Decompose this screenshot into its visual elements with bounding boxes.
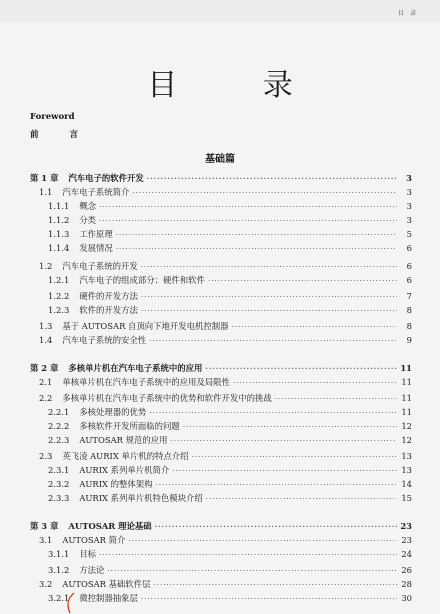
toc-entry[interactable] [48,406,412,418]
preface-entry[interactable]: 前 言 [30,130,92,140]
toc-entry[interactable] [48,242,412,254]
toc-entry-page: 11 [401,407,412,417]
pen-mark [64,592,78,614]
dot-leader [232,321,397,333]
dot-leader [141,305,397,317]
toc-entry[interactable] [48,200,412,212]
toc-entry[interactable] [39,186,412,198]
dot-leader [172,465,397,477]
toc-entry-title: 多核单片机在汽车电子系统中的应用 [68,363,203,373]
dot-leader [141,291,397,303]
toc-entry-title: 多核软件开发所面临的问题 [79,421,180,431]
toc-entry-title: AURIX 的整体架构 [79,479,153,489]
toc-entry-number: 第 2 章 [30,363,59,373]
toc-entry-page: 13 [401,465,412,475]
toc-entry-page: 8 [406,305,412,315]
dot-leader [107,565,397,577]
toc-entry-number: 第 3 章 [30,521,59,531]
toc-entry[interactable] [48,464,412,476]
running-header: 目 录 [398,10,418,17]
toc-entry-page: 3 [406,187,412,197]
toc-entry-number: 3.1.2 [48,565,70,575]
toc-entry[interactable] [39,260,412,272]
toc-entry-page: 5 [406,229,412,239]
toc-entry[interactable] [39,376,412,388]
toc-chapter-entry[interactable] [30,520,412,532]
toc-entry-number: 1.1.1 [48,201,70,211]
toc-entry-page: 7 [406,291,412,301]
dot-leader [128,535,397,547]
toc-entry-title: 方法论 [79,565,105,575]
toc-entry-number: 1.2.3 [48,305,70,315]
toc-entry-number: 2.3.1 [48,465,70,475]
dot-leader [141,593,397,605]
toc-entry[interactable] [39,450,412,462]
toc-entry-title: AUTOSAR 规范的应用 [79,435,168,445]
toc-entry-title: 工作原理 [79,229,113,239]
dot-leader [154,579,397,591]
dot-leader [116,229,397,241]
toc-entry-number: 1.3 [39,321,53,331]
toc-entry[interactable] [39,534,412,546]
dot-leader [99,201,397,213]
toc-entry-number: 3.2.1 [48,593,70,603]
toc-entry-number: 1.2.2 [48,291,70,301]
toc-entry-title: AURIX 系列单片机特色模块介绍 [79,493,203,503]
toc-entry-title: 汽车电子系统的开发 [62,261,138,271]
toc-entry-title: 英飞凌 AURIX 单片机的特点介绍 [62,451,189,461]
toc-entry-number: 1.1.2 [48,215,70,225]
toc-entry[interactable] [48,548,412,560]
toc-entry-number: 2.2.3 [48,435,70,445]
toc-entry-title: AUTOSAR 简介 [62,535,126,545]
toc-entry-page: 30 [401,593,412,603]
dot-leader [205,363,397,375]
toc-entry[interactable] [48,214,412,226]
toc-entry-title: 多核单片机在汽车电子系统中的优势和软件开发中的挑战 [62,393,272,403]
toc-chapter-entry[interactable] [30,172,412,184]
toc-entry[interactable] [39,392,412,404]
toc-entry[interactable] [48,434,412,446]
toc-entry-title: 汽车电子的软件开发 [68,173,144,183]
toc-entry[interactable] [39,578,412,590]
toc-entry-title: 基于 AUTOSAR 自顶向下地开发电机控制器 [62,321,229,331]
dot-leader [99,215,397,227]
toc-entry-title: 软件的开发方法 [79,305,138,315]
toc-entry[interactable] [39,334,412,346]
toc-entry-page: 3 [406,215,412,225]
toc-entry-title: 单核单片机在汽车电子系统中的应用及局限性 [62,377,230,387]
toc-entry-title: AUTOSAR 基础软件层 [62,579,151,589]
toc-entry-page: 6 [406,261,412,271]
toc-entry-number: 1.2 [39,261,53,271]
page-title: 目 录 [147,68,331,103]
dot-leader [171,435,398,447]
toc-entry-title: 硬件的开发方法 [79,291,138,301]
toc-entry-page: 24 [401,549,412,559]
toc-entry[interactable] [39,320,412,332]
toc-chapter-entry[interactable] [30,362,412,374]
toc-entry-number: 1.1 [39,187,53,197]
toc-entry-page: 13 [401,451,412,461]
toc-entry-number: 3.2 [39,579,53,589]
toc-entry-number: 第 1 章 [30,173,59,183]
toc-entry-number: 3.1.1 [48,549,70,559]
toc-entry-number: 2.3.3 [48,493,70,503]
dot-leader [183,421,397,433]
toc-entry-number: 1.4 [39,335,53,345]
toc-entry-number: 2.3 [39,451,53,461]
toc-entry-title: AURIX 系列单片机简介 [79,465,170,475]
toc-entry-title: 微控制器抽象层 [79,593,138,603]
foreword-entry[interactable]: Foreword [30,112,75,122]
toc-entry[interactable] [48,290,412,302]
toc-entry-title: 汽车电子的组成部分：硬件和软件 [79,275,205,285]
toc-entry-number: 2.2 [39,393,53,403]
dot-leader [233,377,397,389]
part-heading: 基础篇 [205,154,235,165]
toc-entry-page: 14 [401,479,412,489]
dot-leader [132,187,397,199]
toc-entry[interactable] [48,420,412,432]
toc-entry-title: 分类 [79,215,97,225]
dot-leader [116,243,397,255]
toc-entry-page: 6 [406,275,412,285]
toc-entry-page: 11 [401,377,412,387]
toc-entry-page: 3 [406,201,412,211]
toc-entry-page: 28 [401,579,412,589]
toc-entry-number: 2.2.1 [48,407,70,417]
toc-entry-title: 目标 [79,549,97,559]
toc-entry-page: 11 [400,363,412,373]
dot-leader [149,335,397,347]
toc-entry[interactable] [48,228,412,240]
toc-entry-page: 15 [401,493,412,503]
dot-leader [275,393,397,405]
dot-leader [155,521,397,533]
toc-entry-title: AUTOSAR 理论基础 [68,521,152,531]
toc-entry[interactable] [48,274,412,286]
toc-entry-number: 3.1 [39,535,53,545]
toc-entry[interactable] [48,592,412,604]
toc-entry-number: 2.3.2 [48,479,70,489]
toc-entry-number: 1.1.4 [48,243,70,253]
toc-entry-number: 1.1.3 [48,229,70,239]
toc-entry-page: 11 [401,393,412,403]
toc-entry-page: 12 [401,435,412,445]
dot-leader [156,479,397,491]
toc-entry-title: 发展情况 [79,243,113,253]
dot-leader [99,549,397,561]
dot-leader [206,493,397,505]
toc-entry-page: 12 [401,421,412,431]
toc-entry[interactable] [48,564,412,576]
toc-entry-page: 9 [406,335,412,345]
dot-leader [208,275,397,287]
dot-leader [191,451,397,463]
toc-entry-page: 6 [406,243,412,253]
toc-entry-title: 概念 [79,201,97,211]
dot-leader [141,261,397,273]
toc-entry-title: 汽车电子系统简介 [62,187,130,197]
toc-entry-title: 多核处理器的优势 [79,407,147,417]
toc-entry-page: 3 [406,173,412,183]
toc-entry[interactable] [48,478,412,490]
toc-entry[interactable] [48,492,412,504]
toc-entry-number: 2.1 [39,377,53,387]
toc-entry-number: 1.2.1 [48,275,70,285]
toc-entry-page: 8 [406,321,412,331]
page-header-band [0,0,440,22]
toc-entry-page: 23 [401,535,412,545]
dot-leader [149,407,397,419]
dot-leader [147,173,397,185]
toc-entry-page: 23 [400,521,412,531]
toc-entry-page: 26 [401,565,412,575]
toc-entry-title: 汽车电子系统的安全性 [62,335,147,345]
toc-entry-number: 2.2.2 [48,421,70,431]
toc-entry[interactable] [48,304,412,316]
